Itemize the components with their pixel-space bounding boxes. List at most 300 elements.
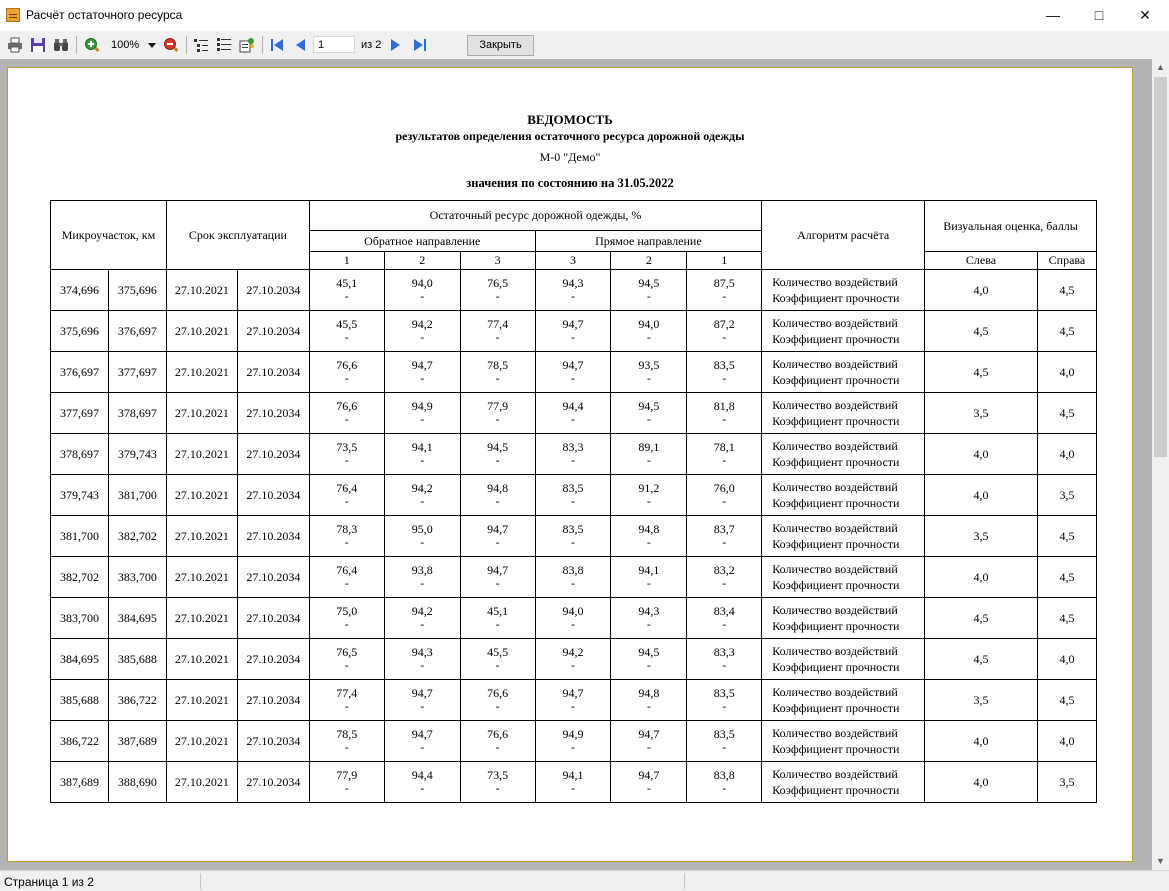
page-setup-button[interactable] [238, 35, 256, 55]
algorithm-cell [762, 434, 925, 475]
visual-left-cell: 4,0 [925, 721, 1038, 762]
resource-value-cell [460, 680, 535, 721]
visual-right-cell: 4,0 [1037, 352, 1096, 393]
resource-value: 78,5 [487, 358, 509, 372]
zoom-in-icon [84, 37, 100, 53]
resource-dash: - [344, 781, 349, 795]
resource-value-cell [687, 352, 762, 393]
resource-value-cell [384, 475, 460, 516]
resource-dash: - [420, 371, 425, 385]
floppy-disk-icon [30, 37, 46, 53]
resource-value-cell [535, 270, 611, 311]
resource-value-cell [309, 680, 384, 721]
visual-right-cell: 4,0 [1037, 721, 1096, 762]
table-row [51, 721, 1097, 762]
resource-value: 94,7 [562, 358, 584, 372]
km-to-cell: 381,700 [108, 475, 166, 516]
resource-value: 93,8 [411, 563, 433, 577]
resource-dash: - [420, 699, 425, 713]
resource-dash: - [570, 617, 575, 631]
resource-value: 87,2 [713, 317, 735, 331]
resource-value-cell [460, 393, 535, 434]
resource-value: 83,2 [713, 563, 735, 577]
table-row [51, 393, 1097, 434]
resource-value: 81,8 [713, 399, 735, 413]
km-from-cell: 374,696 [51, 270, 109, 311]
resource-value-cell [309, 721, 384, 762]
service-start-cell: 27.10.2021 [166, 311, 237, 352]
resource-value-cell [309, 434, 384, 475]
resource-value-cell [460, 475, 535, 516]
resource-value: 94,8 [638, 522, 660, 536]
resource-value-cell [384, 557, 460, 598]
resource-value: 94,3 [562, 276, 584, 290]
resource-value: 93,5 [638, 358, 660, 372]
resource-value-cell [384, 311, 460, 352]
service-end-cell: 27.10.2034 [237, 311, 309, 352]
print-button[interactable] [6, 35, 24, 55]
resource-value-cell [611, 434, 687, 475]
resource-dash: - [570, 330, 575, 344]
vertical-scrollbar[interactable] [1152, 59, 1169, 870]
algorithm-cell [762, 680, 925, 721]
km-from-cell: 377,697 [51, 393, 109, 434]
algorithm-line: Количество воздействий [772, 398, 898, 412]
resource-dash: - [570, 740, 575, 754]
algorithm-line: Количество воздействий [772, 316, 898, 330]
page-count-label: из 2 [361, 39, 382, 51]
resource-value-cell [611, 598, 687, 639]
header-algorithm: Алгоритм расчёта [762, 201, 925, 270]
resource-dash: - [495, 781, 500, 795]
resource-dash: - [722, 740, 727, 754]
resource-dash: - [344, 658, 349, 672]
km-to-cell: 377,697 [108, 352, 166, 393]
scrollbar-thumb[interactable] [1154, 77, 1167, 457]
resource-dash: - [722, 658, 727, 672]
header-visual-assessment: Визуальная оценка, баллы [925, 201, 1097, 252]
visual-left-cell: 4,0 [925, 270, 1038, 311]
km-from-cell: 385,688 [51, 680, 109, 721]
header-lane: 1 [309, 252, 384, 270]
visual-right-cell: 4,5 [1037, 311, 1096, 352]
zoom-out-button[interactable] [162, 35, 180, 55]
service-end-cell: 27.10.2034 [237, 516, 309, 557]
resource-value: 83,5 [562, 522, 584, 536]
resource-value-cell [460, 311, 535, 352]
resource-value: 76,5 [336, 645, 358, 659]
road-name: М-0 "Демо" [539, 150, 601, 164]
resource-value-cell [384, 516, 460, 557]
last-page-button[interactable] [411, 35, 429, 55]
resource-value-cell [687, 762, 762, 803]
table-row [51, 557, 1097, 598]
save-button[interactable] [29, 35, 47, 55]
resource-dash: - [570, 781, 575, 795]
resource-value-cell [611, 557, 687, 598]
resource-dash: - [420, 740, 425, 754]
resource-value: 83,8 [562, 563, 584, 577]
resource-value: 75,0 [336, 604, 358, 618]
table-row [51, 639, 1097, 680]
resource-value-cell [535, 598, 611, 639]
resource-value: 94,7 [411, 358, 433, 372]
resource-value: 45,1 [487, 604, 509, 618]
resource-value: 78,5 [336, 727, 358, 741]
resource-dash: - [420, 453, 425, 467]
scroll-down-icon[interactable]: ▼ [1156, 856, 1165, 866]
resource-value-cell [309, 393, 384, 434]
resource-dash: - [420, 535, 425, 549]
resource-value: 95,0 [411, 522, 433, 536]
visual-left-cell: 4,5 [925, 311, 1038, 352]
scroll-up-icon[interactable]: ▲ [1156, 62, 1165, 72]
resource-value: 94,1 [638, 563, 660, 577]
km-to-cell: 376,697 [108, 311, 166, 352]
resource-value: 45,5 [336, 317, 358, 331]
algorithm-line: Коэффициент прочности [772, 373, 900, 387]
resource-dash: - [646, 453, 651, 467]
resource-dash: - [570, 699, 575, 713]
resource-dash: - [722, 781, 727, 795]
resource-value: 94,7 [638, 727, 660, 741]
resource-value: 78,3 [336, 522, 358, 536]
service-start-cell: 27.10.2021 [166, 393, 237, 434]
header-service-life: Срок эксплуатации [166, 201, 309, 270]
resource-dash: - [344, 494, 349, 508]
resource-value-cell [687, 680, 762, 721]
algorithm-cell [762, 516, 925, 557]
visual-right-cell: 4,5 [1037, 393, 1096, 434]
resource-dash: - [722, 453, 727, 467]
km-to-cell: 375,696 [108, 270, 166, 311]
service-start-cell: 27.10.2021 [166, 270, 237, 311]
table-row [51, 311, 1097, 352]
report-viewer[interactable] [0, 59, 1152, 870]
resource-dash: - [420, 330, 425, 344]
algorithm-line: Коэффициент прочности [772, 742, 900, 756]
resource-dash: - [646, 658, 651, 672]
chevron-down-icon [148, 43, 156, 48]
resource-dash: - [420, 412, 425, 426]
algorithm-line: Количество воздействий [772, 562, 898, 576]
first-page-button[interactable] [268, 35, 286, 55]
algorithm-line: Коэффициент прочности [772, 496, 900, 510]
service-start-cell: 27.10.2021 [166, 475, 237, 516]
toolbar [0, 31, 1169, 59]
resource-dash: - [420, 576, 425, 590]
header-lane: 3 [460, 252, 535, 270]
window-title: Расчёт остаточного ресурса [26, 8, 183, 22]
report-subtitle: результатов определения остаточного ресурса дорожной одежды [395, 129, 745, 143]
resource-value: 94,5 [638, 399, 660, 413]
resource-value-cell [384, 598, 460, 639]
last-page-icon [412, 37, 428, 53]
resource-value: 77,4 [336, 686, 358, 700]
resource-dash: - [646, 535, 651, 549]
visual-right-cell: 4,5 [1037, 598, 1096, 639]
resource-dash: - [722, 535, 727, 549]
resource-value-cell [309, 352, 384, 393]
service-end-cell: 27.10.2034 [237, 557, 309, 598]
resource-dash: - [722, 576, 727, 590]
resource-value: 94,7 [487, 522, 509, 536]
km-to-cell: 378,697 [108, 393, 166, 434]
table-row [51, 680, 1097, 721]
algorithm-line: Коэффициент прочности [772, 619, 900, 633]
maximize-button[interactable]: □ [1094, 7, 1104, 23]
resource-dash: - [570, 412, 575, 426]
resource-value: 94,0 [638, 317, 660, 331]
algorithm-cell [762, 598, 925, 639]
resource-dash: - [570, 576, 575, 590]
resource-value: 94,8 [638, 686, 660, 700]
visual-right-cell: 3,5 [1037, 475, 1096, 516]
resource-value: 83,5 [562, 481, 584, 495]
resource-value: 83,5 [713, 358, 735, 372]
resource-value-cell [687, 721, 762, 762]
zoom-in-button[interactable] [83, 35, 101, 55]
arrow-left-icon [292, 37, 308, 53]
km-from-cell: 381,700 [51, 516, 109, 557]
resource-value-cell [687, 557, 762, 598]
algorithm-line: Коэффициент прочности [772, 701, 900, 715]
resource-value-cell [535, 639, 611, 680]
visual-left-cell: 4,0 [925, 475, 1038, 516]
resource-dash: - [420, 658, 425, 672]
resource-value-cell [384, 680, 460, 721]
resource-dash: - [495, 658, 500, 672]
service-end-cell: 27.10.2034 [237, 475, 309, 516]
km-to-cell: 388,690 [108, 762, 166, 803]
algorithm-cell [762, 475, 925, 516]
resource-value: 94,2 [411, 481, 433, 495]
resource-dash: - [344, 289, 349, 303]
resource-dash: - [495, 371, 500, 385]
resource-value-cell [611, 311, 687, 352]
header-lane: 2 [384, 252, 460, 270]
resource-dash: - [646, 576, 651, 590]
km-from-cell: 376,697 [51, 352, 109, 393]
algorithm-line: Количество воздействий [772, 521, 898, 535]
status-page-text: Страница 1 из 2 [4, 875, 94, 889]
service-start-cell: 27.10.2021 [166, 352, 237, 393]
page-number-input[interactable]: 1 [313, 36, 355, 53]
resource-value: 91,2 [638, 481, 660, 495]
resource-value: 89,1 [638, 440, 660, 454]
resource-value: 94,3 [638, 604, 660, 618]
resource-dash: - [420, 617, 425, 631]
resource-value: 94,2 [411, 604, 433, 618]
resource-value: 83,7 [713, 522, 735, 536]
table-row [51, 762, 1097, 803]
resource-value: 77,9 [336, 768, 358, 782]
resource-value: 76,5 [487, 276, 509, 290]
km-from-cell: 386,722 [51, 721, 109, 762]
outline-button[interactable] [192, 35, 210, 55]
next-page-button[interactable] [387, 35, 405, 55]
service-start-cell: 27.10.2021 [166, 762, 237, 803]
resource-dash: - [646, 412, 651, 426]
resource-dash: - [570, 494, 575, 508]
resource-value-cell [460, 557, 535, 598]
service-end-cell: 27.10.2034 [237, 434, 309, 475]
resource-dash: - [344, 330, 349, 344]
service-end-cell: 27.10.2034 [237, 762, 309, 803]
visual-right-cell: 4,0 [1037, 639, 1096, 680]
resource-value-cell [309, 311, 384, 352]
close-report-button[interactable]: Закрыть [467, 35, 534, 56]
km-to-cell: 382,702 [108, 516, 166, 557]
resource-dash: - [646, 371, 651, 385]
resource-value-cell [687, 598, 762, 639]
resource-dash: - [646, 740, 651, 754]
service-start-cell: 27.10.2021 [166, 557, 237, 598]
service-start-cell: 27.10.2021 [166, 516, 237, 557]
header-left: Слева [925, 252, 1038, 270]
title-bar [0, 0, 1169, 31]
km-from-cell: 379,743 [51, 475, 109, 516]
resource-value-cell [535, 680, 611, 721]
visual-left-cell: 4,5 [925, 639, 1038, 680]
resource-dash: - [646, 617, 651, 631]
resource-value: 76,4 [336, 563, 358, 577]
resource-value: 83,8 [713, 768, 735, 782]
resource-dash: - [570, 289, 575, 303]
visual-right-cell: 4,0 [1037, 434, 1096, 475]
resource-value: 94,5 [638, 276, 660, 290]
resource-value-cell [687, 393, 762, 434]
resource-dash: - [420, 289, 425, 303]
resource-value-cell [687, 639, 762, 680]
resource-value-cell [384, 393, 460, 434]
arrow-right-icon [388, 37, 404, 53]
close-window-button[interactable]: ✕ [1139, 7, 1151, 23]
algorithm-cell [762, 721, 925, 762]
service-start-cell: 27.10.2021 [166, 598, 237, 639]
algorithm-line: Количество воздействий [772, 480, 898, 494]
zoom-select[interactable] [108, 36, 158, 54]
algorithm-line: Коэффициент прочности [772, 660, 900, 674]
service-end-cell: 27.10.2034 [237, 721, 309, 762]
resource-dash: - [344, 617, 349, 631]
resource-value: 76,6 [336, 358, 358, 372]
parameters-button[interactable] [215, 35, 233, 55]
resource-value-cell [687, 516, 762, 557]
resource-dash: - [646, 494, 651, 508]
resource-value: 94,4 [411, 768, 433, 782]
visual-right-cell: 4,5 [1037, 516, 1096, 557]
algorithm-cell [762, 311, 925, 352]
resource-dash: - [722, 330, 727, 344]
algorithm-line: Коэффициент прочности [772, 291, 900, 305]
report-title: ВЕДОМОСТЬ [527, 112, 613, 127]
service-end-cell: 27.10.2034 [237, 598, 309, 639]
visual-left-cell: 4,0 [925, 762, 1038, 803]
visual-left-cell: 3,5 [925, 393, 1038, 434]
resource-value-cell [460, 639, 535, 680]
resource-value-cell [309, 598, 384, 639]
resource-value: 73,5 [487, 768, 509, 782]
resource-dash: - [646, 781, 651, 795]
minimize-button[interactable]: — [1046, 7, 1060, 23]
page-setup-icon [239, 37, 255, 53]
find-button[interactable] [52, 35, 70, 55]
resource-value: 94,3 [411, 645, 433, 659]
resource-value: 83,5 [713, 686, 735, 700]
km-from-cell: 384,695 [51, 639, 109, 680]
resource-dash: - [495, 576, 500, 590]
resource-value-cell [309, 475, 384, 516]
algorithm-cell [762, 762, 925, 803]
algorithm-cell [762, 557, 925, 598]
resource-value: 94,7 [411, 727, 433, 741]
resource-value: 76,6 [336, 399, 358, 413]
resource-dash: - [722, 289, 727, 303]
km-to-cell: 379,743 [108, 434, 166, 475]
resource-dash: - [344, 453, 349, 467]
resource-value-cell [384, 434, 460, 475]
resource-value-cell [309, 516, 384, 557]
resource-dash: - [495, 740, 500, 754]
resource-value: 77,9 [487, 399, 509, 413]
resource-value-cell [535, 557, 611, 598]
header-lane: 2 [611, 252, 687, 270]
algorithm-line: Коэффициент прочности [772, 455, 900, 469]
status-divider [200, 873, 201, 889]
resource-value-cell [460, 270, 535, 311]
resource-value-cell [611, 352, 687, 393]
status-bar [0, 870, 1169, 891]
zoom-out-icon [163, 37, 179, 53]
resource-dash: - [495, 699, 500, 713]
resource-dash: - [722, 699, 727, 713]
algorithm-cell [762, 639, 925, 680]
resource-dash: - [344, 535, 349, 549]
residual-resource-table [50, 200, 1097, 803]
service-end-cell: 27.10.2034 [237, 393, 309, 434]
algorithm-line: Коэффициент прочности [772, 783, 900, 797]
resource-dash: - [495, 412, 500, 426]
resource-dash: - [570, 453, 575, 467]
header-reverse-direction: Обратное направление [309, 231, 535, 252]
resource-value: 94,1 [411, 440, 433, 454]
algorithm-line: Количество воздействий [772, 603, 898, 617]
visual-left-cell: 3,5 [925, 516, 1038, 557]
km-to-cell: 387,689 [108, 721, 166, 762]
resource-value-cell [611, 762, 687, 803]
algorithm-line: Количество воздействий [772, 726, 898, 740]
resource-dash: - [495, 289, 500, 303]
report-page [7, 67, 1133, 862]
algorithm-line: Количество воздействий [772, 275, 898, 289]
resource-dash: - [344, 576, 349, 590]
resource-value: 94,1 [562, 768, 584, 782]
algorithm-line: Количество воздействий [772, 357, 898, 371]
resource-dash: - [722, 371, 727, 385]
algorithm-line: Коэффициент прочности [772, 414, 900, 428]
first-page-icon [269, 37, 285, 53]
km-to-cell: 384,695 [108, 598, 166, 639]
previous-page-button[interactable] [291, 35, 309, 55]
visual-right-cell: 4,5 [1037, 557, 1096, 598]
table-row [51, 475, 1097, 516]
algorithm-line: Коэффициент прочности [772, 332, 900, 346]
binoculars-icon [53, 37, 69, 53]
resource-dash: - [495, 330, 500, 344]
resource-value: 94,7 [562, 686, 584, 700]
service-end-cell: 27.10.2034 [237, 680, 309, 721]
